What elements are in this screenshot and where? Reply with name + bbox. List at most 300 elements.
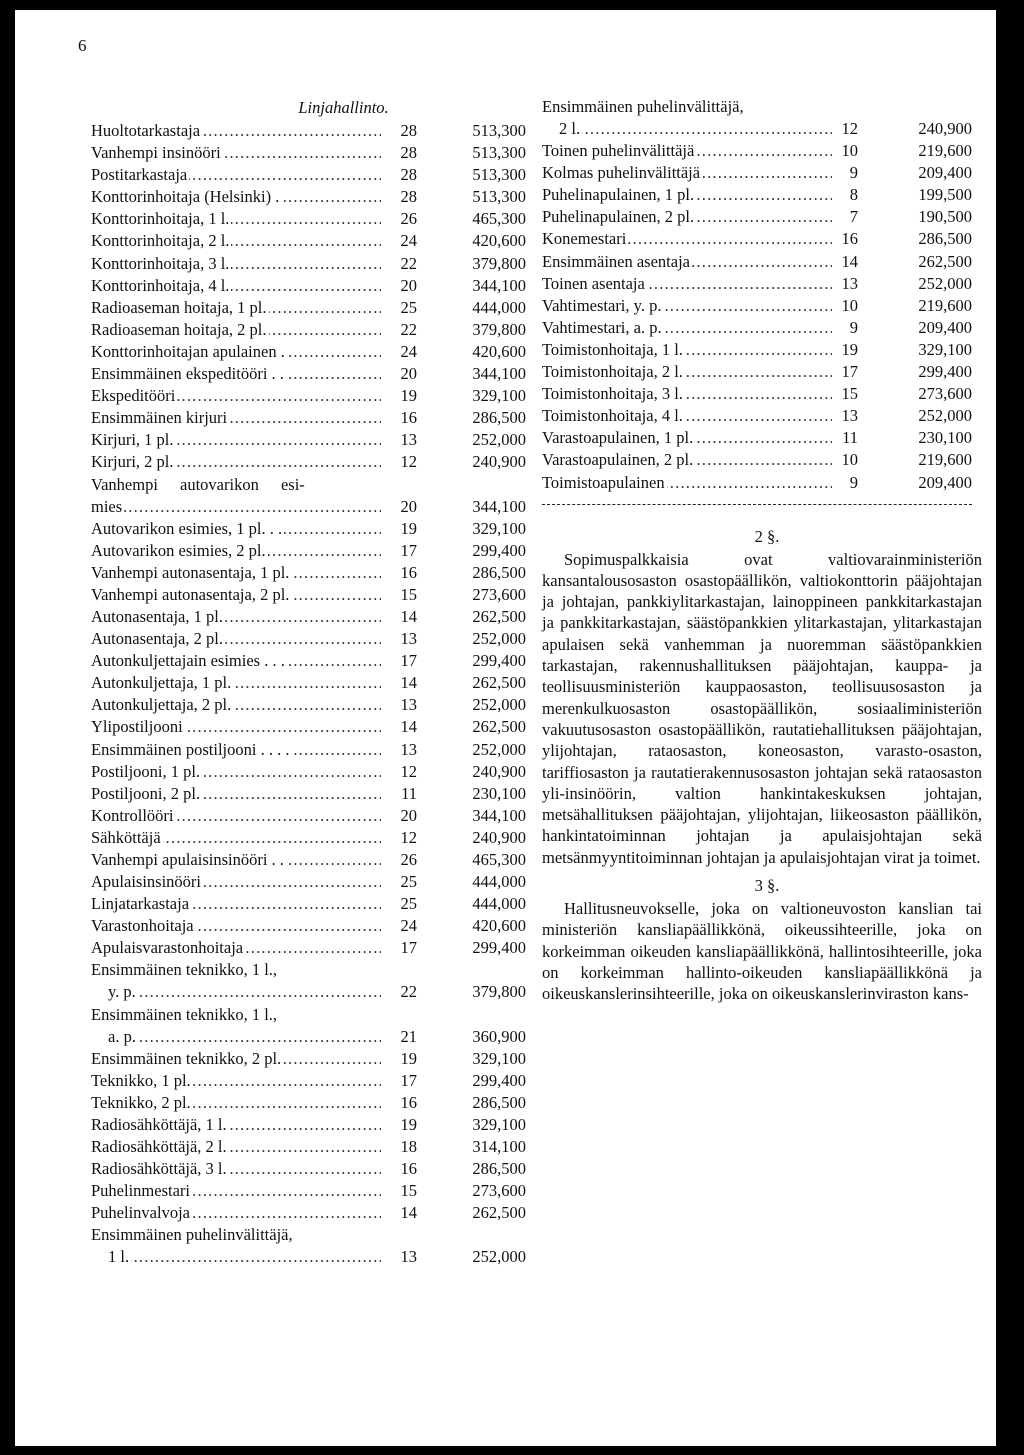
row-grade: 19 (400, 518, 417, 538)
row-label (91, 275, 381, 297)
row-label (91, 739, 381, 761)
row-label-text: Vahtimestari, a. p. (542, 317, 662, 337)
row-grade: 14 (400, 606, 417, 626)
table-row (91, 871, 531, 893)
row-salary: 360,900 (472, 1026, 526, 1046)
row-label (91, 628, 381, 650)
row-label-text: Huoltotarkastaja (91, 121, 201, 140)
table-row (91, 385, 531, 407)
row-label-text: Apulaisvarastonhoitaja (91, 938, 244, 958)
row-salary: 262,500 (472, 1203, 526, 1223)
row-label-text: Toimistonhoitaja, 3 l. (542, 384, 683, 404)
row-grade: 12 (400, 761, 417, 781)
row-label (91, 120, 381, 142)
row-label (542, 206, 832, 228)
row-salary: 344,100 (472, 364, 526, 384)
table-row (91, 496, 531, 518)
row-salary: 329,100 (472, 1048, 526, 1068)
row-label (542, 361, 832, 383)
row-grade: 13 (400, 430, 417, 450)
row-label (542, 339, 832, 361)
phone-row-left (91, 1246, 531, 1268)
row-grade: 13 (841, 273, 858, 293)
row-label (91, 761, 381, 783)
row-salary: 286,500 (472, 1159, 526, 1179)
row-salary: 299,400 (472, 1070, 526, 1090)
table-row (542, 162, 992, 184)
row-salary: 286,500 (472, 562, 526, 582)
row-label-text: Apulaisinsinööri (91, 872, 201, 892)
row-salary: 252,000 (472, 629, 526, 649)
row-label (91, 981, 381, 1003)
row-label-text: Vanhempi apulaisinsinööri . . (91, 850, 284, 869)
row-grade: 26 (400, 209, 417, 229)
table-row (91, 650, 531, 672)
row-label (91, 1092, 381, 1114)
section-divider (542, 504, 972, 519)
row-salary: 299,400 (918, 362, 972, 382)
row-grade: 24 (400, 916, 417, 936)
table-row (91, 407, 531, 429)
row-label (91, 1048, 381, 1070)
row-grade: 10 (841, 141, 858, 161)
row-grade: 14 (400, 673, 417, 693)
row-salary: 252,000 (472, 739, 526, 759)
row-grade: 20 (400, 364, 417, 384)
row-salary: 420,600 (472, 916, 526, 936)
row-salary: 286,500 (918, 229, 972, 249)
row-grade: 20 (400, 275, 417, 295)
table-row (91, 672, 531, 694)
row-grade: 9 (849, 472, 858, 492)
row-salary: 219,600 (918, 141, 972, 161)
table-row (542, 472, 992, 494)
row-salary: 262,500 (472, 673, 526, 693)
row-salary: 273,600 (918, 384, 972, 404)
row-label-text: Ensimmäinen kirjuri (91, 408, 228, 428)
row-grade: 19 (400, 386, 417, 406)
left-column (91, 96, 531, 1269)
table-row (91, 783, 531, 805)
row-grade: 11 (842, 428, 858, 448)
row-label (91, 1136, 381, 1158)
row-label-text: Toimistonhoitaja, 2 l. (542, 362, 683, 382)
table-row (91, 1158, 531, 1180)
row-label-text: Konttorinhoitaja, 3 l. (91, 253, 230, 273)
row-label-text: Radiosähköttäjä, 1 l. (91, 1114, 227, 1134)
row-label (91, 208, 381, 230)
table-row (542, 184, 992, 206)
row-grade: 13 (400, 1247, 417, 1267)
row-label-text: Autonkuljettajain esimies . . . (91, 651, 285, 671)
row-label (542, 405, 832, 427)
table-row (91, 297, 531, 319)
row-grade: 19 (400, 1114, 417, 1134)
row-label-text: Kirjuri, 1 pl. (91, 430, 174, 450)
row-label-text: Puhelinapulainen, 2 pl. (542, 207, 695, 227)
table-row (91, 540, 531, 562)
row-salary: 465,300 (472, 209, 526, 229)
row-salary: 329,100 (472, 1114, 526, 1134)
row-label-text: Autonkuljettaja, 2 pl. (91, 695, 232, 715)
right-column (542, 96, 992, 1005)
section-2-title: 2 §. (754, 526, 780, 546)
table-row (542, 449, 992, 471)
row-label (91, 584, 381, 606)
row-salary: 513,300 (472, 143, 526, 163)
row-salary: 379,800 (472, 253, 526, 273)
row-label (91, 606, 381, 628)
row-label-text: Autovarikon esimies, 1 pl. . . (91, 518, 283, 538)
teknikko-row-1 (91, 981, 531, 1003)
row-grade: 7 (849, 207, 858, 227)
row-label (542, 162, 832, 184)
row-grade: 17 (400, 651, 417, 671)
row-label (91, 849, 381, 871)
row-grade: 10 (841, 295, 858, 315)
row-label (91, 1070, 381, 1092)
row-label-text: Radiosähköttäjä, 2 l. (91, 1137, 227, 1157)
table-row (91, 805, 531, 827)
teknikko-heading-2: Ensimmäinen teknikko, 1 l., (91, 1004, 278, 1024)
row-label (91, 186, 381, 208)
row-salary: 252,000 (472, 1247, 526, 1267)
row-salary: 329,100 (472, 518, 526, 538)
table-row (91, 275, 531, 297)
row-label (91, 915, 381, 937)
row-salary: 286,500 (472, 408, 526, 428)
row-label-text: Varastoapulainen, 2 pl. (542, 450, 694, 470)
section-2-text (542, 549, 982, 868)
table-row (91, 142, 531, 164)
section-3-text (542, 898, 982, 1004)
row-label (91, 407, 381, 429)
row-salary: 240,900 (472, 761, 526, 781)
row-salary: 465,300 (472, 850, 526, 869)
row-salary: 262,500 (472, 717, 526, 737)
table-row (91, 319, 531, 341)
table-row (91, 1136, 531, 1158)
row-grade: 15 (841, 384, 858, 404)
row-grade: 17 (841, 362, 858, 382)
row-salary: 252,000 (472, 430, 526, 450)
row-label (91, 805, 381, 827)
row-label-text: Toimistonhoitaja, 1 l. (542, 339, 683, 359)
row-label-text: Sähköttäjä (91, 827, 161, 847)
table-row (91, 1026, 531, 1048)
table-row (91, 341, 531, 363)
section-3-body: Hallitusneuvokselle, joka on valtioneuvoston kanslian tai ministeriön kansliapäällikkönä, oikeussihteerille, joka on korkeimman oikeuden kansliapäällikkönä, hallintosihteerille, joka on korkeimman hallinto-oikeuden kansliapäällikkönä ja oikeuskanslerinsihteerille, joka on oikeuskanslerinviraston kans- (542, 899, 982, 1004)
row-salary: 273,600 (472, 584, 526, 604)
row-salary: 513,300 (472, 165, 526, 185)
row-label-text: Toimistoapulainen (542, 472, 665, 492)
row-label (91, 142, 381, 164)
row-label (91, 1202, 381, 1224)
row-salary: 209,400 (918, 163, 972, 183)
row-label (91, 540, 381, 562)
row-label (91, 341, 381, 363)
row-grade: 16 (400, 1159, 417, 1179)
row-grade: 28 (400, 121, 417, 140)
row-grade: 8 (849, 185, 858, 205)
row-grade: 19 (841, 339, 858, 359)
row-label-text: Autonasentaja, 2 pl. (91, 629, 223, 649)
table-row (542, 405, 992, 427)
row-salary: 286,500 (472, 1092, 526, 1112)
row-label-text: Radiosähköttäjä, 3 l. (91, 1159, 227, 1179)
row-label-text: Kirjuri, 2 pl. (91, 452, 174, 472)
row-salary: 444,000 (472, 894, 526, 914)
table-row (91, 1070, 531, 1092)
row-grade: 12 (400, 827, 417, 847)
row-label-text: Radioaseman hoitaja, 2 pl. (91, 319, 267, 339)
row-salary: 299,400 (472, 540, 526, 560)
row-grade: 20 (400, 496, 417, 516)
row-label (91, 319, 381, 341)
row-grade: 15 (400, 1181, 417, 1201)
row-label (91, 496, 381, 518)
table-row (542, 140, 992, 162)
table-row (542, 251, 992, 273)
table-row (542, 361, 992, 383)
row-label (91, 164, 381, 186)
table-row (91, 628, 531, 650)
row-label (542, 140, 832, 162)
table-row (542, 339, 992, 361)
table-row (542, 383, 992, 405)
row-salary: 240,900 (472, 827, 526, 847)
row-label-text: Kontrollööri (91, 805, 174, 825)
row-grade: 25 (400, 894, 417, 914)
row-grade: 28 (400, 165, 417, 185)
row-grade: 22 (400, 253, 417, 273)
table-row (542, 273, 992, 295)
row-label (91, 1158, 381, 1180)
row-label-text: Autonasentaja, 1 pl. (91, 606, 223, 626)
table-row (91, 230, 531, 252)
row-grade: 28 (400, 187, 417, 207)
row-label (91, 937, 381, 959)
row-label-text: Postiljooni, 1 pl. (91, 761, 201, 781)
row-grade: 28 (400, 143, 417, 163)
row-salary: 344,100 (472, 805, 526, 825)
row-label-text: Teknikko, 1 pl. (91, 1070, 191, 1090)
row-label (542, 228, 832, 250)
row-label-text: Ensimmäinen ekspeditööri . . (91, 364, 284, 384)
salary-table-part3 (91, 1048, 531, 1225)
row-label-text: Varastoapulainen, 1 pl. (542, 428, 694, 448)
row-grade: 20 (400, 805, 417, 825)
row-grade: 13 (400, 739, 417, 759)
row-label (542, 427, 832, 449)
table-row (91, 518, 531, 540)
row-label (542, 251, 832, 273)
row-grade: 24 (400, 341, 417, 361)
row-grade: 16 (841, 229, 858, 249)
table-row (542, 118, 992, 140)
row-label (91, 562, 381, 584)
table-row (91, 562, 531, 584)
row-grade: 14 (400, 717, 417, 737)
row-salary: 444,000 (472, 297, 526, 317)
row-salary: 299,400 (472, 651, 526, 671)
salary-table-part2 (91, 496, 531, 960)
row-salary: 209,400 (918, 472, 972, 492)
salary-table-part1 (91, 120, 531, 474)
table-row (542, 317, 992, 339)
row-label-text: Ekspeditööri (91, 386, 176, 406)
row-salary: 344,100 (472, 496, 526, 516)
table-row (91, 1092, 531, 1114)
row-label-text: Linjatarkastaja (91, 894, 190, 914)
row-salary: 262,500 (472, 606, 526, 626)
row-label (542, 472, 832, 494)
row-salary: 230,100 (918, 428, 972, 448)
row-label (542, 317, 832, 339)
row-salary: 379,800 (472, 319, 526, 339)
row-label (91, 893, 381, 915)
teknikko-row-2 (91, 1026, 531, 1048)
row-grade: 9 (849, 163, 858, 183)
row-label-text: Puhelinapulainen, 1 pl. (542, 185, 695, 205)
row-label (91, 297, 381, 319)
row-label-text: Postiljooni, 2 pl. (91, 783, 201, 803)
row-grade: 10 (841, 450, 858, 470)
row-label (542, 184, 832, 206)
row-grade: 22 (400, 319, 417, 339)
row-grade: 14 (400, 1203, 417, 1223)
row-salary: 344,100 (472, 275, 526, 295)
row-label-text: y. p. (91, 982, 138, 1001)
row-label-text: mies (91, 496, 123, 516)
table-row (91, 1114, 531, 1136)
row-label-text: Autovarikon esimies, 2 pl. (91, 540, 266, 560)
table-row (91, 849, 531, 871)
row-label (542, 273, 832, 295)
row-grade: 22 (400, 982, 417, 1002)
row-grade: 19 (400, 1048, 417, 1068)
row-label-text: Ensimmäinen teknikko, 2 pl. (91, 1048, 282, 1068)
row-label-text: 1 l. (91, 1247, 131, 1266)
row-salary: 314,100 (472, 1137, 526, 1157)
row-label-text: Ylipostiljooni (91, 717, 183, 737)
row-label-text: Varastonhoitaja (91, 916, 194, 936)
phone-heading-left: Ensimmäinen puhelinvälittäjä, (91, 1225, 293, 1245)
row-label-text: Konttorinhoitaja, 1 l. (91, 209, 230, 229)
row-grade: 16 (400, 562, 417, 582)
salary-table-right (542, 118, 992, 494)
row-grade: 25 (400, 872, 417, 892)
row-label (91, 716, 381, 738)
row-label (542, 383, 832, 405)
row-label-text: Toinen puhelinvälittäjä (542, 141, 695, 161)
row-grade: 15 (400, 584, 417, 604)
row-salary: 252,000 (918, 406, 972, 426)
row-label (91, 672, 381, 694)
row-label (542, 118, 832, 140)
row-label-text: Vanhempi autonasentaja, 1 pl. (91, 562, 290, 582)
table-row (91, 584, 531, 606)
row-label-text: Konttorinhoitaja, 2 l. (91, 231, 230, 251)
row-label (91, 1180, 381, 1202)
row-label-text: Ensimmäinen asentaja (542, 251, 690, 271)
row-label (91, 1026, 381, 1048)
row-salary: 420,600 (472, 341, 526, 361)
row-label-text: Toimistonhoitaja, 4 l. (542, 406, 683, 426)
table-row (91, 164, 531, 186)
table-row (91, 186, 531, 208)
row-label-text: Konttorinhoitajan apulainen . (91, 341, 285, 361)
table-row (91, 1246, 531, 1268)
table-row (91, 1180, 531, 1202)
table-row (542, 427, 992, 449)
table-row (91, 761, 531, 783)
teknikko-heading-1: Ensimmäinen teknikko, 1 l., (91, 960, 278, 980)
row-grade: 26 (400, 850, 417, 869)
row-label (91, 694, 381, 716)
table-row (91, 363, 531, 385)
row-label (91, 429, 381, 451)
section-title: Linjahallinto. (298, 98, 389, 117)
row-label-text: Konemestari (542, 229, 627, 249)
row-grade: 21 (400, 1026, 417, 1046)
table-row (542, 228, 992, 250)
row-label (91, 363, 381, 385)
row-grade: 14 (841, 251, 858, 271)
table-row (91, 893, 531, 915)
row-grade: 13 (400, 629, 417, 649)
table-row (91, 451, 531, 473)
table-row (91, 915, 531, 937)
table-row (91, 716, 531, 738)
row-label (542, 449, 832, 471)
row-label (91, 650, 381, 672)
row-grade: 13 (400, 695, 417, 715)
row-grade: 12 (841, 119, 858, 138)
row-grade: 12 (400, 452, 417, 472)
row-label (91, 1246, 381, 1268)
row-salary: 230,100 (472, 783, 526, 803)
row-grade: 24 (400, 231, 417, 251)
table-row (542, 206, 992, 228)
row-salary: 240,900 (472, 452, 526, 472)
row-label (91, 1114, 381, 1136)
autovarikko-heading: Vanhempi autovarikon esi- (91, 474, 305, 494)
row-label-text: Puhelinmestari (91, 1181, 190, 1201)
row-salary: 379,800 (472, 982, 526, 1002)
row-grade: 18 (400, 1137, 417, 1157)
table-row (91, 739, 531, 761)
row-salary: 299,400 (472, 938, 526, 958)
phone-heading-right: Ensimmäinen puhelinvälittäjä, (542, 97, 744, 116)
row-grade: 25 (400, 297, 417, 317)
row-label-text: Postitarkastaja (91, 165, 188, 185)
section-2-body: Sopimuspalkkaisia ovat valtiovarainministeriön kansantalousosaston osastopäällikön, valtiokonttorin pääjohtajan ja johtajan, pankkiylitarkastajan, lainoppineen pankkitarkastajan ja pankkitarkastajan, säästöpankkien ylitarkastajan, ylitarkastajan apulaisen sekä vanhemman ja nuoremman säästöpankkien tarkastajan, rakennushallituksen pääjohtajan, kauppa- ja teollisuusministeriön kauppaosaston, teollisuusosaston ja merenkulkuosaston osastopäällikön, sosiaaliministeriön vakuutusosaston osastopäällikön, rautatiehallituksen pääjohtajan, ylijohtajan, rataosaston, koneosaston, varasto-osaston, tariffiosaston ja rautatierakennusosaston johtajan sekä rataosaston yli-insinöörin, valtion hankintakeskuksen johtajan, metsähallituksen pääjohtajan, ylijohtajan, liikeosaston päällikön, hankintatoiminnan johtajan ja apulaisjohtajan sekä metsänmyyntitoiminnan johtajan ja apulaisjohtajan virat ja toimet. (542, 549, 982, 867)
row-label (91, 518, 381, 540)
row-salary: 329,100 (918, 339, 972, 359)
row-salary: 240,900 (918, 119, 972, 138)
table-row (91, 827, 531, 849)
row-salary: 329,100 (472, 386, 526, 406)
row-salary: 199,500 (918, 185, 972, 205)
row-salary: 252,000 (918, 273, 972, 293)
row-label-text: Konttorinhoitaja, 4 l. (91, 275, 230, 295)
row-salary: 513,300 (472, 187, 526, 207)
table-row (91, 429, 531, 451)
row-salary: 444,000 (472, 872, 526, 892)
row-label-text: Autonkuljettaja, 1 pl. (91, 673, 232, 693)
row-label-text: Toinen asentaja (542, 273, 645, 293)
